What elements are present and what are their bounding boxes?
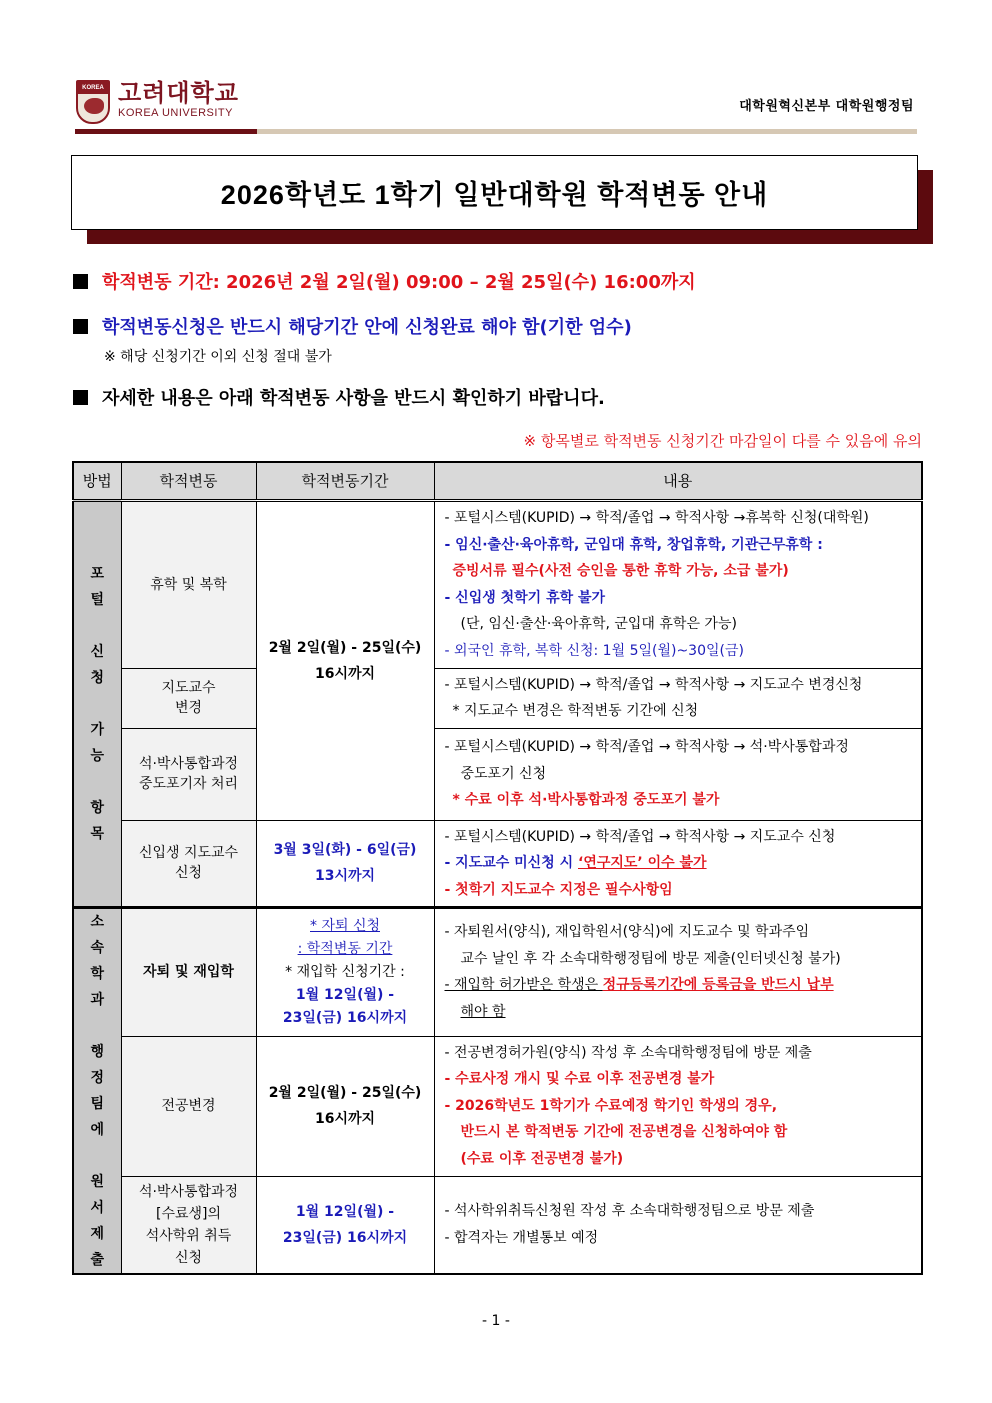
table-row: [73, 500, 922, 668]
header-period: 학적변동기간: [256, 462, 434, 500]
type-withdraw-readmit: 자퇴 및 재입학: [121, 908, 256, 1037]
notice-period: [73, 268, 696, 294]
table-row: [73, 1176, 922, 1274]
type-major-change: 전공변경: [121, 1036, 256, 1176]
header-divider-dark: [75, 129, 257, 134]
academic-change-table: [72, 461, 923, 1275]
department-name: 대학원혁신본부 대학원행정팀: [739, 99, 914, 114]
tiger-icon: [84, 98, 104, 114]
caution-note: ※ 항목별로 학적변동 신청기간 마감일이 다를 수 있음에 유의: [523, 432, 922, 450]
period-masters-degree: 1월 12일(월) - 23일(금) 16시까지: [256, 1176, 434, 1274]
notice-check-text: 자세한 내용은 아래 학적변동 사항을 반드시 확인하기 바랍니다.: [102, 388, 605, 409]
notice-deadline-text: 학적변동신청은 반드시 해당기간 안에 신청완료 해야 함(기한 엄수): [102, 317, 632, 338]
square-bullet-icon: [73, 390, 88, 405]
notice-check: [73, 384, 605, 410]
content-new-advisor: - 포털시스템(KUPID) → 학적/졸업 → 학적사항 → 지도교수 신청 - 지도교수 미신청 시 ‘연구지도’ 이수 불가 - 첫학기 지도교수 지정은 필수사항임: [434, 820, 922, 908]
method-department: 소 속 학 과 행 정 팀 에 원 서 제 출: [73, 908, 121, 1275]
period-march: 3월 3일(화) - 6일(금) 13시까지: [256, 820, 434, 908]
square-bullet-icon: [73, 319, 88, 334]
header-type: 학적변동: [121, 462, 256, 500]
content-withdraw-readmit: - 자퇴원서(양식), 재입학원서(양식)에 지도교수 및 학과주임 교수 날인 후 각 소속대학행정팀에 방문 제출(인터넷신청 불가) - 재입학 허가받은 학생은 정규등록기간에 등록금을 반드시 납부 해야 함: [434, 908, 922, 1037]
title-box: [71, 155, 918, 230]
header-divider-light: [257, 129, 917, 134]
table-row: [73, 820, 922, 908]
page-number: - 1 -: [482, 1313, 510, 1329]
type-masters-degree: 석·박사통합과정 [수료생]의 석사학위 취득 신청: [121, 1176, 256, 1274]
type-advisor-change: 지도교수 변경: [121, 668, 256, 728]
notice-period-text: 학적변동 기간: 2026년 2월 2일(월) 09:00 – 2월 25일(수) 16:00까지: [102, 272, 696, 293]
table-row: [73, 668, 922, 728]
logo-korean-name: 고려대학교: [118, 79, 239, 107]
header-content: 내용: [434, 462, 922, 500]
content-advisor-change: - 포털시스템(KUPID) → 학적/졸업 → 학적사항 → 지도교수 변경신청 * 지도교수 변경은 학적변동 기간에 신청: [434, 668, 922, 728]
period-major-change: 2월 2일(월) - 25일(수) 16시까지: [256, 1036, 434, 1176]
method-portal: 포 털 신 청 가 능 항 목: [73, 500, 121, 908]
university-logo: [76, 80, 239, 124]
content-major-change: - 전공변경허가원(양식) 작성 후 소속대학행정팀에 방문 제출 - 수료사정 개시 및 수료 이후 전공변경 불가 - 2026학년도 1학기가 수료예정 학기인 학생의 경우, 반드시 본 학적변동 기간에 전공변경을 신청하여야 함 (수료 이후 전공변경 불가): [434, 1036, 922, 1176]
notice-deadline-note: ※ 해당 신청기간 이외 신청 절대 불가: [104, 349, 332, 365]
square-bullet-icon: [73, 274, 88, 289]
content-masters-degree: - 석사학위취득신청원 작성 후 소속대학행정팀으로 방문 제출 - 합격자는 개별통보 예정: [434, 1176, 922, 1274]
content-leave-return: - 포털시스템(KUPID) → 학적/졸업 → 학적사항 →휴복학 신청(대학원) - 임신·출산·육아휴학, 군입대 휴학, 창업휴학, 기관근무휴학 : 증빙서류 필수(사전 승인을 통한 휴학 가능, 소급 불가) - 신입생 첫학기 휴학 불가 (단, 임신·출산·육아휴학, 군입대 휴학은 가능) - 외국인 휴학, 복학 신청: 1월 5일(월)~30일(금): [434, 500, 922, 668]
type-new-advisor: 신입생 지도교수 신청: [121, 820, 256, 908]
page-title: 2026학년도 1학기 일반대학원 학적변동 안내: [220, 180, 769, 210]
table-row: [73, 728, 922, 820]
period-feb: 2월 2일(월) - 25일(수) 16시까지: [256, 500, 434, 820]
table-row: [73, 908, 922, 1037]
type-leave-return: 휴학 및 복학: [121, 500, 256, 668]
header-method: 방법: [73, 462, 121, 500]
table-header-row: [73, 462, 922, 500]
shield-emblem-icon: [76, 80, 110, 124]
table-row: [73, 1036, 922, 1176]
period-withdraw-readmit: * 자퇴 신청 : 학적변동 기간 * 재입학 신청기간 : 1월 12일(월) - 23일(금) 16시까지: [256, 908, 434, 1037]
logo-english-name: KOREA UNIVERSITY: [118, 107, 233, 119]
shield-text: KOREA: [78, 82, 108, 94]
notice-deadline: [73, 313, 632, 339]
content-integrated-withdraw: - 포털시스템(KUPID) → 학적/졸업 → 학적사항 → 석·박사통합과정 중도포기 신청 * 수료 이후 석·박사통합과정 중도포기 불가: [434, 728, 922, 820]
type-integrated-withdraw: 석·박사통합과정 중도포기자 처리: [121, 728, 256, 820]
